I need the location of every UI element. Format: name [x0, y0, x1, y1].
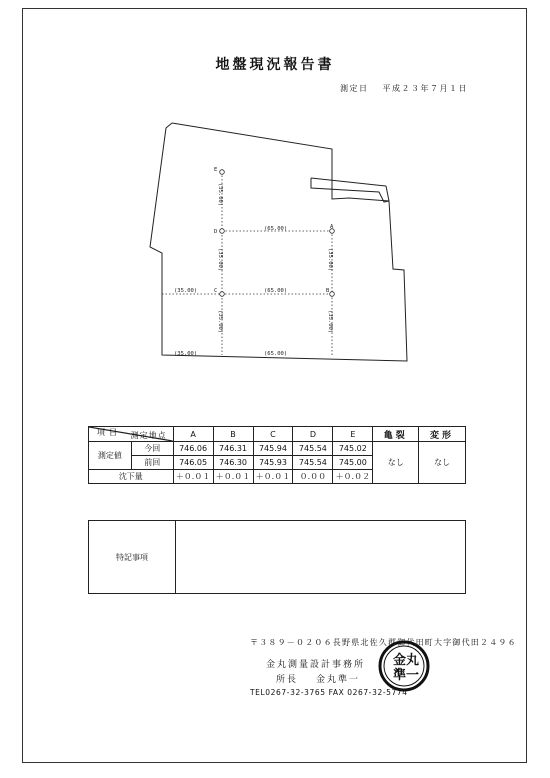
settle-c: ＋０.０１: [253, 470, 293, 484]
svg-text:金: 金: [393, 653, 407, 668]
previous-a: 746.05: [173, 456, 213, 470]
col-header-e: E: [333, 427, 373, 442]
current-a: 746.06: [173, 442, 213, 456]
previous-e: 745.00: [333, 456, 373, 470]
settle-e: ＋０.０２: [333, 470, 373, 484]
dim-c-down: (35.00): [217, 310, 223, 334]
settle-b: ＋０.０１: [213, 470, 253, 484]
current-d: 745.54: [293, 442, 333, 456]
dim-d-c: (35.00): [217, 248, 223, 272]
point-b-label: B: [326, 288, 330, 294]
measurement-table: [88, 426, 466, 484]
date-value: 平成２３年７月１日: [382, 84, 468, 93]
table-header-row: [89, 427, 466, 442]
corner-top-label: 測定地点: [130, 431, 167, 440]
point-a-label: A: [330, 224, 334, 230]
chief-title: 所長: [276, 675, 299, 685]
current-b: 746.31: [213, 442, 253, 456]
phone-fax: TEL0267-32-3765 FAX 0267-32-5774: [250, 688, 408, 697]
crack-value: なし: [373, 442, 419, 484]
previous-c: 745.93: [253, 456, 293, 470]
col-header-c: C: [253, 427, 293, 442]
point-d-marker: [220, 229, 225, 234]
table-row: [89, 442, 466, 456]
crack-header: 亀裂: [373, 427, 419, 442]
point-e-marker: [220, 170, 225, 175]
current-label: 今回: [131, 442, 173, 456]
measurement-lines: [162, 172, 332, 355]
corner-bottom-label: 項目: [97, 428, 121, 437]
svg-text:準: 準: [393, 668, 407, 683]
chief-name: 金丸準一: [316, 675, 361, 685]
dim-left-bottom: (35.00): [174, 351, 198, 357]
chief-line: [276, 672, 360, 685]
point-c-marker: [220, 292, 225, 297]
previous-label: 前回: [131, 456, 173, 470]
current-c: 745.94: [253, 442, 293, 456]
building-line: [386, 186, 389, 201]
seal-stamp: [378, 640, 430, 692]
settle-label: 沈下量: [89, 470, 174, 484]
dim-left-mid: (35.00): [174, 288, 198, 294]
dim-d-e: (35.00): [217, 183, 223, 207]
dim-c-b: (65.00): [264, 288, 288, 294]
dim-bottom: (65.00): [264, 351, 288, 357]
previous-b: 746.30: [213, 456, 253, 470]
date-label: 測定日: [340, 84, 369, 93]
office-name: 金丸測量設計事務所: [266, 660, 366, 670]
point-d-label: D: [214, 229, 218, 235]
dim-a-b: (35.00): [327, 248, 333, 272]
notes-value: [176, 521, 466, 594]
address: 〒３８９－０２０６長野県北佐久郡御代田町大字御代田２４９６: [250, 638, 517, 647]
dim-b-down: (35.00): [327, 310, 333, 334]
corner-header-cell: [89, 427, 174, 442]
notes-label: 特記事項: [89, 521, 176, 594]
col-header-d: D: [293, 427, 333, 442]
lot-boundary: [150, 123, 407, 361]
deform-value: なし: [419, 442, 466, 484]
col-header-a: A: [173, 427, 213, 442]
point-c-label: C: [214, 288, 218, 294]
col-header-b: B: [213, 427, 253, 442]
svg-text:一: 一: [406, 668, 420, 683]
document-title: 地盤現況報告書: [215, 57, 335, 73]
point-b-marker: [330, 292, 335, 297]
dim-d-a: (65.00): [264, 226, 288, 232]
deform-header: 変形: [419, 427, 466, 442]
notes-table: [88, 520, 466, 594]
building-line: [311, 178, 386, 186]
previous-d: 745.54: [293, 456, 333, 470]
settle-d: ０.００: [293, 470, 333, 484]
current-e: 745.02: [333, 442, 373, 456]
svg-text:丸: 丸: [406, 653, 420, 668]
point-e-label: E: [214, 167, 218, 173]
measured-label: 測定値: [89, 442, 132, 470]
settle-a: ＋０.０１: [173, 470, 213, 484]
